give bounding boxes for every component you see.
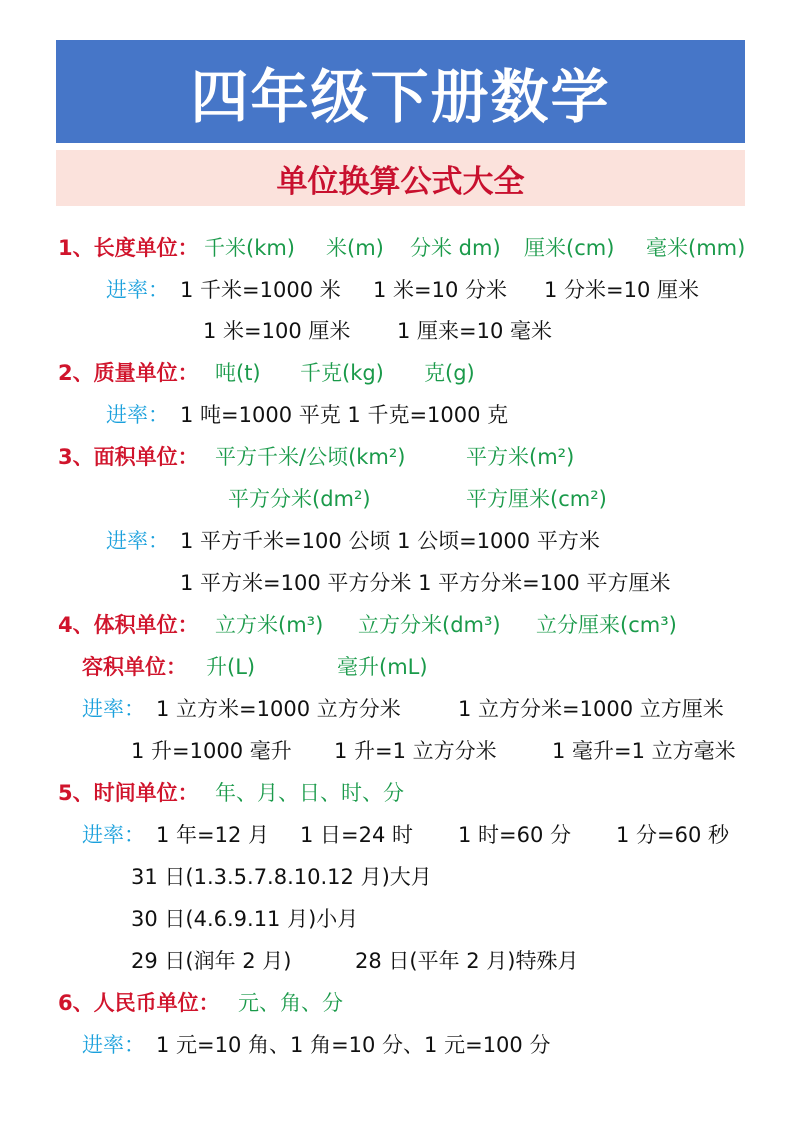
area-rate-label: 进率： [106, 529, 169, 553]
unit-mm: 毫米(mm) [646, 236, 746, 260]
unit-ml: 毫升(mL) [337, 655, 428, 679]
area-rates: 1 平方米=100 平方分米 1 平方分米=100 平方厘米 [180, 571, 671, 595]
currency-units: 元、角、分 [238, 991, 343, 1015]
unit-g: 克(g) [424, 361, 475, 385]
volume-rate-label: 进率： [82, 697, 145, 721]
subtitle-bar [56, 150, 745, 206]
mass-rate-label: 进率： [106, 403, 169, 427]
title-banner [56, 40, 745, 143]
volume-rate: 1 立方米=1000 立方分米 [156, 697, 401, 721]
volume-rate: 1 毫升=1 立方毫米 [552, 739, 736, 763]
page-title: 四年级下册数学 [190, 62, 611, 131]
unit-m2: 平方米(m²) [466, 445, 575, 469]
length-rate: 1 千米=1000 米 [180, 278, 341, 302]
length-rate: 1 厘来=10 毫米 [397, 319, 553, 343]
common-month: 28 日(平年 2 月)特殊月 [355, 949, 579, 973]
length-heading: 1、长度单位： [58, 236, 199, 260]
unit-dm: 分米 dm) [410, 236, 501, 260]
mass-rates: 1 吨=1000 平克 1 千克=1000 克 [180, 403, 509, 427]
small-month: 30 日(4.6.9.11 月)小月 [131, 907, 359, 931]
unit-l: 升(L) [206, 655, 256, 679]
volume-rate: 1 升=1 立方分米 [334, 739, 497, 763]
time-heading: 5、时间单位： [58, 781, 199, 805]
time-rate-label: 进率： [82, 823, 145, 847]
unit-cm3: 立分厘来(cm³) [536, 613, 677, 637]
time-rate: 1 时=60 分 [458, 823, 572, 847]
time-rate: 1 日=24 时 [300, 823, 414, 847]
length-rate: 1 米=10 分米 [373, 278, 508, 302]
unit-km2: 平方千米/公顷(km²) [215, 445, 406, 469]
length-rate: 1 米=100 厘米 [203, 319, 351, 343]
leap-month: 29 日(润年 2 月) [131, 949, 292, 973]
volume-rate: 1 升=1000 毫升 [131, 739, 292, 763]
length-rate: 1 分米=10 厘米 [544, 278, 700, 302]
unit-cm2: 平方厘米(cm²) [466, 487, 607, 511]
area-heading: 3、面积单位： [58, 445, 199, 469]
unit-m: 米(m) [326, 236, 384, 260]
unit-t: 吨(t) [215, 361, 261, 385]
time-rate: 1 分=60 秒 [616, 823, 730, 847]
length-rate-label: 进率： [106, 278, 169, 302]
unit-kg: 千克(kg) [300, 361, 384, 385]
currency-heading: 6、人民币单位： [58, 991, 220, 1015]
volume-heading: 4、体积单位： [58, 613, 199, 637]
unit-dm2: 平方分米(dm²) [228, 487, 371, 511]
unit-dm3: 立方分米(dm³) [358, 613, 501, 637]
unit-km: 千米(km) [204, 236, 296, 260]
time-rate: 1 年=12 月 [156, 823, 270, 847]
time-units: 年、月、日、时、分 [215, 781, 404, 805]
unit-cm: 厘米(cm) [524, 236, 615, 260]
page-subtitle: 单位换算公式大全 [276, 163, 525, 200]
mass-heading: 2、质量单位： [58, 361, 199, 385]
currency-rates: 1 元=10 角、1 角=10 分、1 元=100 分 [156, 1033, 551, 1057]
area-rates: 1 平方千米=100 公顷 1 公顷=1000 平方米 [180, 529, 600, 553]
capacity-heading: 容积单位： [82, 655, 187, 679]
big-month: 31 日(1.3.5.7.8.10.12 月)大月 [131, 865, 432, 889]
volume-rate: 1 立方分米=1000 立方厘米 [458, 697, 724, 721]
currency-rate-label: 进率： [82, 1033, 145, 1057]
unit-m3: 立方米(m³) [215, 613, 324, 637]
